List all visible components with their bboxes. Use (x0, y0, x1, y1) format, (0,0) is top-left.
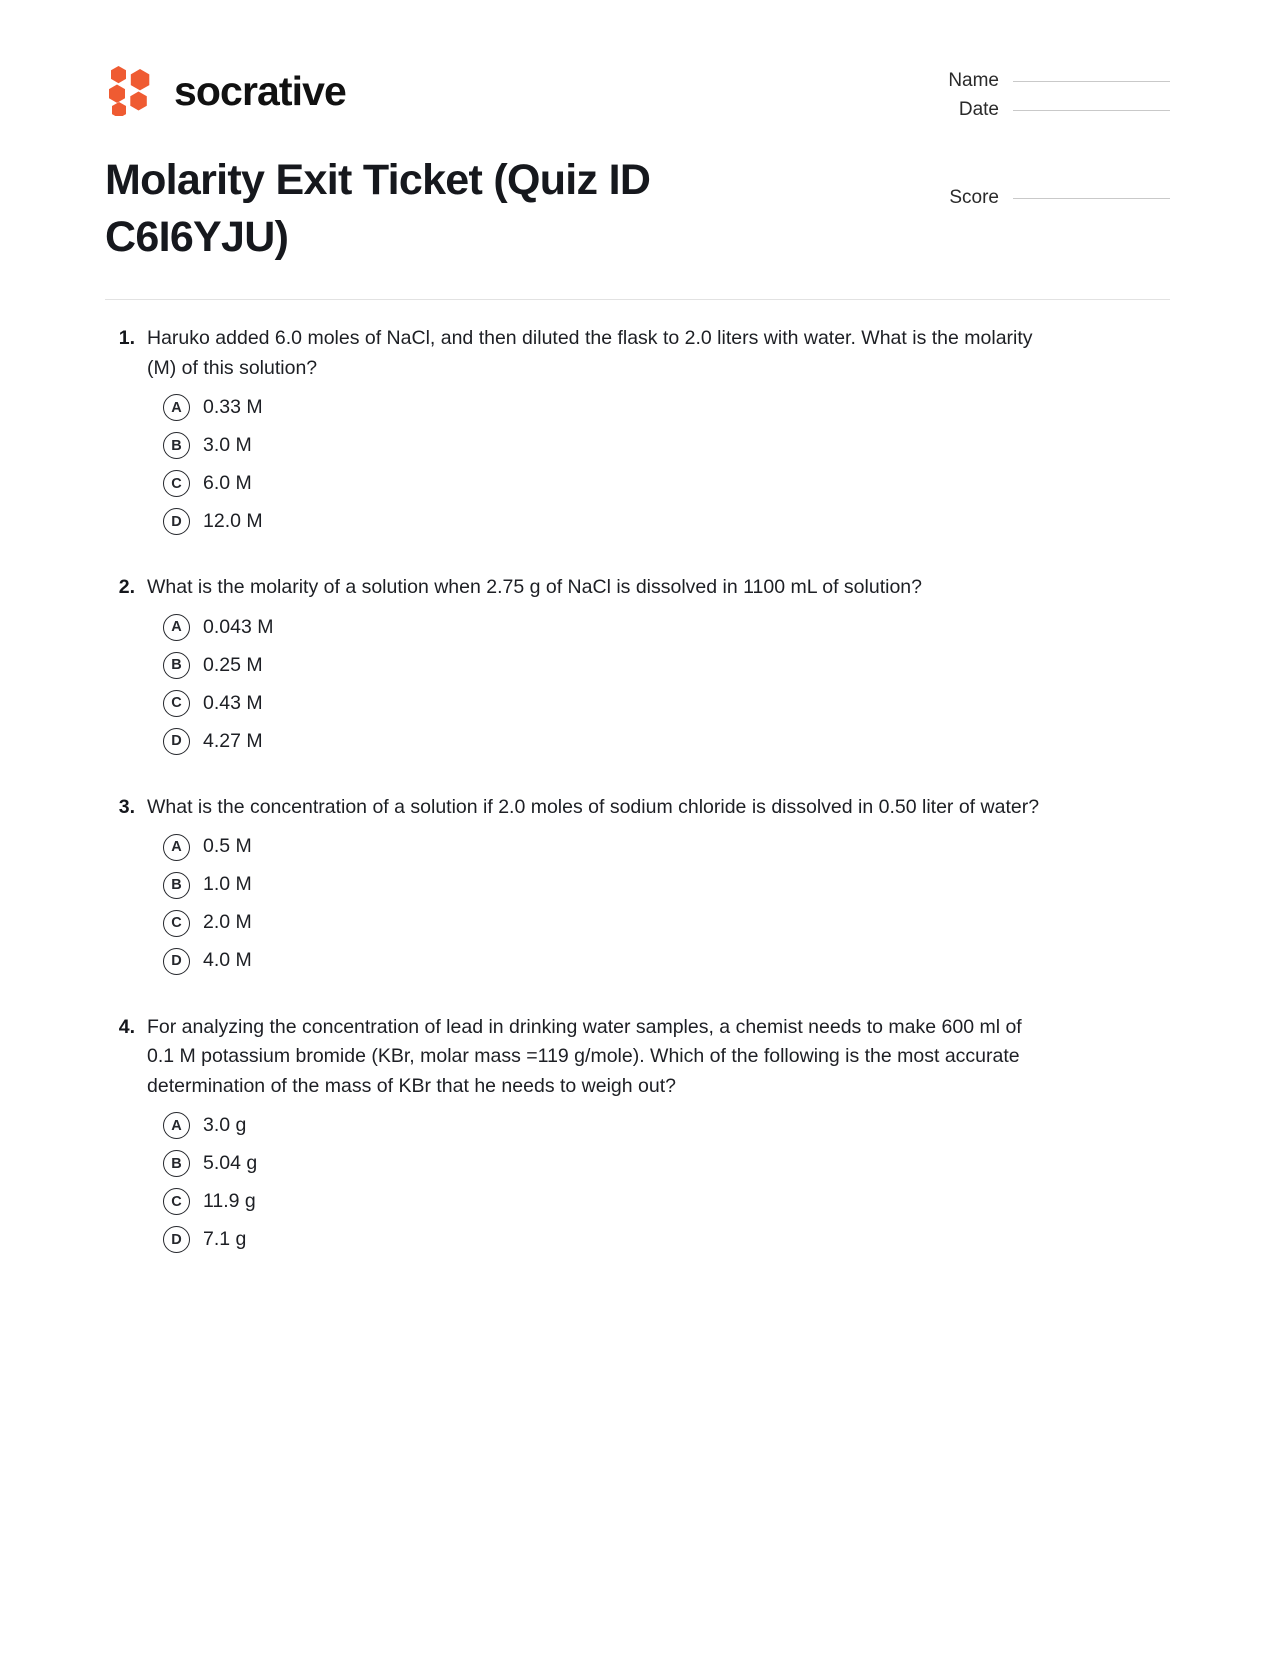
option-text: 4.27 M (203, 729, 263, 752)
date-label: Date (958, 99, 999, 120)
question-text: What is the molarity of a solution when 2.75 g of NaCl is dissolved in 1100 mL of solution? (147, 576, 922, 599)
title-block (105, 152, 765, 266)
answer-option[interactable] (105, 614, 1170, 641)
option-letter-bubble[interactable]: C (163, 690, 190, 717)
option-text: 3.0 M (203, 434, 252, 457)
option-letter-bubble[interactable]: A (163, 614, 190, 641)
question-number: 2. (118, 576, 135, 599)
question-header (105, 573, 1170, 603)
option-text: 0.043 M (203, 615, 274, 638)
question-header (105, 793, 1170, 823)
option-letter-bubble[interactable]: D (163, 1226, 190, 1253)
option-text: 5.04 g (203, 1152, 258, 1175)
answer-option[interactable] (105, 690, 1170, 717)
question-text: What is the concentration of a solution if 2.0 moles of sodium chloride is dissolved in 0.50 liter of water? (147, 795, 1040, 818)
question-header (105, 324, 1170, 383)
option-letter-bubble[interactable]: C (163, 1188, 190, 1215)
answer-options (105, 1112, 1170, 1253)
option-text: 6.0 M (203, 472, 252, 495)
option-text: 2.0 M (203, 911, 252, 934)
answer-option[interactable] (105, 470, 1170, 497)
answer-option[interactable] (105, 508, 1170, 535)
questions-list (105, 324, 1170, 1291)
page-title: Molarity Exit Ticket (Quiz ID C6I6YJU) (105, 156, 651, 262)
answer-option[interactable] (105, 948, 1170, 975)
answer-options (105, 834, 1170, 975)
score-field-row (870, 187, 1170, 209)
answer-option[interactable] (105, 1112, 1170, 1139)
option-letter-bubble[interactable]: C (163, 470, 190, 497)
date-field-row (870, 99, 1170, 121)
answer-option[interactable] (105, 652, 1170, 679)
option-letter-bubble[interactable]: D (163, 728, 190, 755)
option-letter-bubble[interactable]: A (163, 1112, 190, 1139)
option-letter-bubble[interactable]: B (163, 872, 190, 899)
name-input-line[interactable] (1013, 81, 1170, 82)
answer-option[interactable] (105, 728, 1170, 755)
date-input-line[interactable] (1013, 110, 1170, 111)
question-number: 4. (118, 1015, 135, 1038)
option-text: 12.0 M (203, 510, 263, 533)
answer-option[interactable] (105, 910, 1170, 937)
option-letter-bubble[interactable]: D (163, 508, 190, 535)
student-info-fields (870, 70, 1170, 216)
option-text: 0.43 M (203, 691, 263, 714)
answer-option[interactable] (105, 834, 1170, 861)
option-text: 7.1 g (203, 1228, 247, 1251)
page-header (0, 0, 1275, 262)
name-field-row (870, 70, 1170, 92)
name-label: Name (948, 70, 999, 91)
question-header (105, 1013, 1170, 1102)
answer-option[interactable] (105, 394, 1170, 421)
option-text: 1.0 M (203, 873, 252, 896)
answer-option[interactable] (105, 432, 1170, 459)
option-text: 11.9 g (203, 1190, 256, 1213)
option-letter-bubble[interactable]: B (163, 652, 190, 679)
option-letter-bubble[interactable]: A (163, 394, 190, 421)
question-number: 1. (118, 327, 135, 349)
option-letter-bubble[interactable]: C (163, 910, 190, 937)
question-number: 3. (118, 795, 135, 818)
question-text: For analyzing the concentration of lead in drinking water samples, a chemist needs to make 600 ml of 0.1 M potassium bromide (KBr, molar mass =119 g/mole). Which of the following is the most accurate determination of the mass of KBr that he needs to weigh out? (147, 1015, 1022, 1097)
option-letter-bubble[interactable]: A (163, 834, 190, 861)
brand-name: socrative (174, 67, 346, 114)
option-letter-bubble[interactable]: B (163, 1150, 190, 1177)
option-text: 0.33 M (203, 396, 263, 419)
option-letter-bubble[interactable]: D (163, 948, 190, 975)
answer-option[interactable] (105, 1188, 1170, 1215)
answer-option[interactable] (105, 872, 1170, 899)
option-text: 4.0 M (203, 949, 252, 972)
question-item (105, 793, 1170, 975)
score-label: Score (949, 187, 999, 208)
answer-options (105, 614, 1170, 755)
question-item (105, 324, 1170, 535)
answer-options (105, 394, 1170, 535)
option-letter-bubble[interactable]: B (163, 432, 190, 459)
socrative-hexagons-logo-icon (105, 64, 157, 116)
header-divider (105, 299, 1170, 300)
score-input-line[interactable] (1013, 198, 1170, 199)
option-text: 0.25 M (203, 653, 263, 676)
answer-option[interactable] (105, 1150, 1170, 1177)
option-text: 3.0 g (203, 1114, 247, 1137)
question-text: Haruko added 6.0 moles of NaCl, and then diluted the flask to 2.0 liters with water. What is the molarity (M) of this solution? (147, 327, 1033, 379)
answer-option[interactable] (105, 1226, 1170, 1253)
question-item (105, 1013, 1170, 1254)
question-item (105, 573, 1170, 755)
option-text: 0.5 M (203, 835, 252, 858)
